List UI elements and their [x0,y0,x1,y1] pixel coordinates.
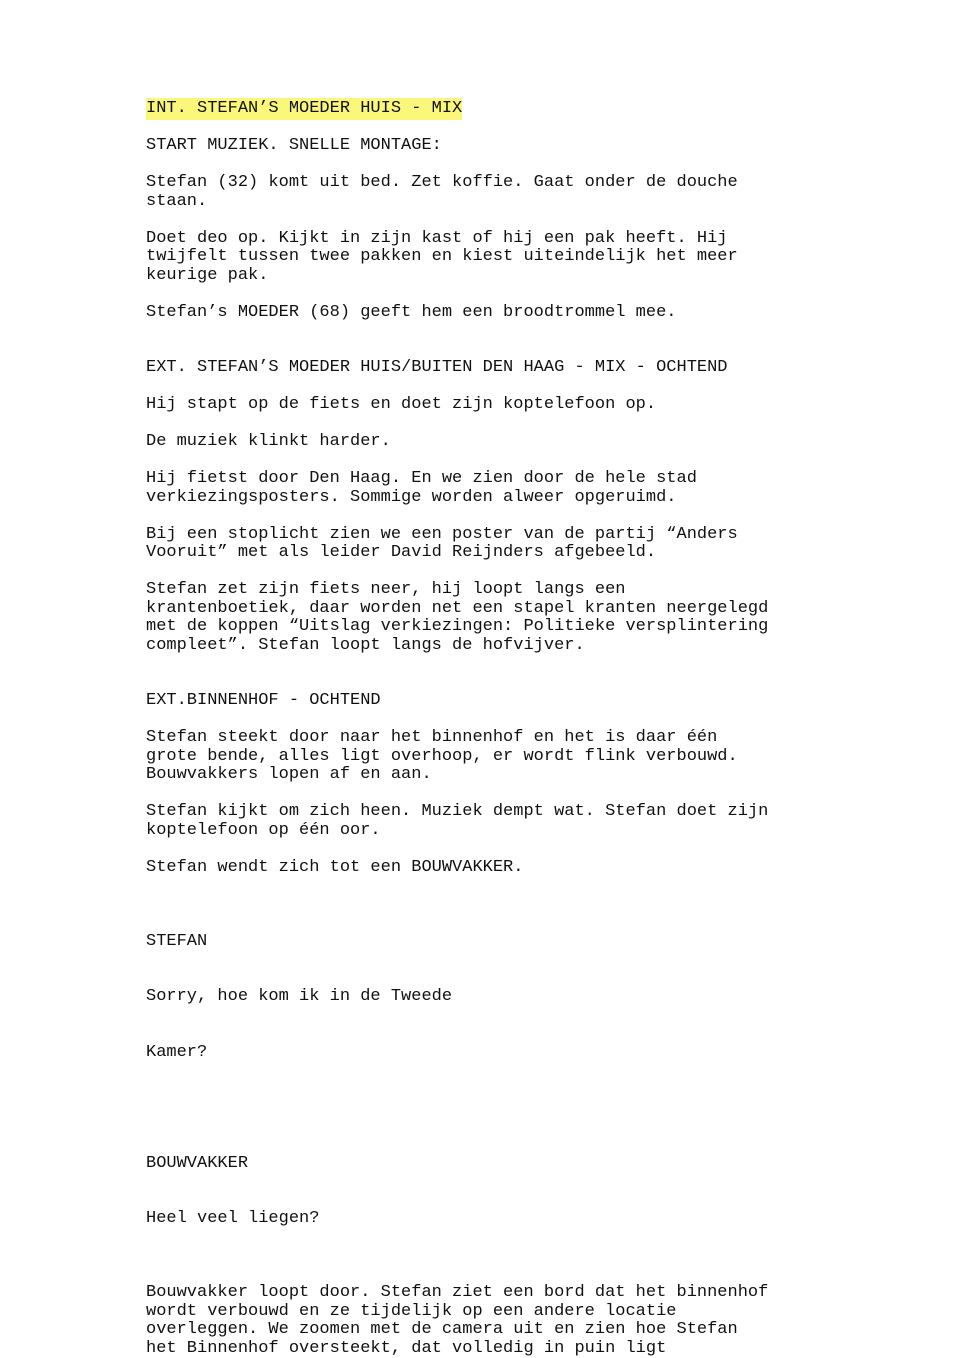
highlighted-heading-text: INT. STEFAN’S MOEDER HUIS - MIX [146,98,462,120]
action-line: met de koppen “Uitslag verkiezingen: Politieke versplintering [146,618,846,637]
action-line: Hij stapt op de fiets en doet zijn koptelefoon op. [146,396,846,415]
scene-heading-2: EXT. STEFAN’S MOEDER HUIS/BUITEN DEN HAAG - MIX - OCHTEND [146,359,846,378]
scene-heading-3: EXT.BINNENHOF - OCHTEND [146,692,846,711]
action-line: verkiezingsposters. Sommige worden alweer opgeruimd. [146,489,846,508]
action-line: Stefan steekt door naar het binnenhof en het is daar één [146,729,846,748]
action-line: START MUZIEK. SNELLE MONTAGE: [146,137,846,156]
dialogue-block [146,896,846,1100]
action-line: Bij een stoplicht zien we een poster van de partij “Anders [146,526,846,545]
action-line: koptelefoon op één oor. [146,822,846,841]
action-line: staan. [146,193,846,212]
dialogue-line: Heel veel liegen? [146,1210,846,1229]
action-line: Hij fietst door Den Haag. En we zien door de hele stad [146,470,846,489]
action-line: het Binnenhof oversteekt, dat volledig in puin ligt [146,1340,846,1358]
action-line: Stefan wendt zich tot een BOUWVAKKER. [146,859,846,878]
action-line: compleet”. Stefan loopt langs de hofvijver. [146,637,846,656]
action-line: Doet deo op. Kijkt in zijn kast of hij een pak heeft. Hij [146,230,846,249]
action-line: Stefan zet zijn fiets neer, hij loopt langs een [146,581,846,600]
dialogue-line: Kamer? [146,1044,846,1063]
action-line: Bouwvakkers lopen af en aan. [146,766,846,785]
action-line: grote bende, alles ligt overhoop, er wordt flink verbouwd. [146,748,846,767]
action-line: keurige pak. [146,267,846,286]
action-line: twijfelt tussen twee pakken en kiest uiteindelijk het meer [146,248,846,267]
action-line: Vooruit” met als leider David Reijnders afgebeeld. [146,544,846,563]
action-line: wordt verbouwd en ze tijdelijk op een andere locatie [146,1303,846,1322]
action-line: Stefan’s MOEDER (68) geeft hem een broodtrommel mee. [146,304,846,323]
action-line: Bouwvakker loopt door. Stefan ziet een bord dat het binnenhof [146,1284,846,1303]
action-line: krantenboetiek, daar worden net een stapel kranten neergelegd [146,600,846,619]
dialogue-block [146,1118,846,1266]
screenplay-body [146,100,846,1358]
action-line: Stefan kijkt om zich heen. Muziek dempt wat. Stefan doet zijn [146,803,846,822]
action-line: De muziek klinkt harder. [146,433,846,452]
action-line: overleggen. We zoomen met de camera uit en zien hoe Stefan [146,1321,846,1340]
dialogue-line: Sorry, hoe kom ik in de Tweede [146,988,846,1007]
character-name: STEFAN [146,933,846,952]
action-line: Stefan (32) komt uit bed. Zet koffie. Gaat onder de douche [146,174,846,193]
character-name: BOUWVAKKER [146,1155,846,1174]
scene-heading-1 [146,100,846,119]
